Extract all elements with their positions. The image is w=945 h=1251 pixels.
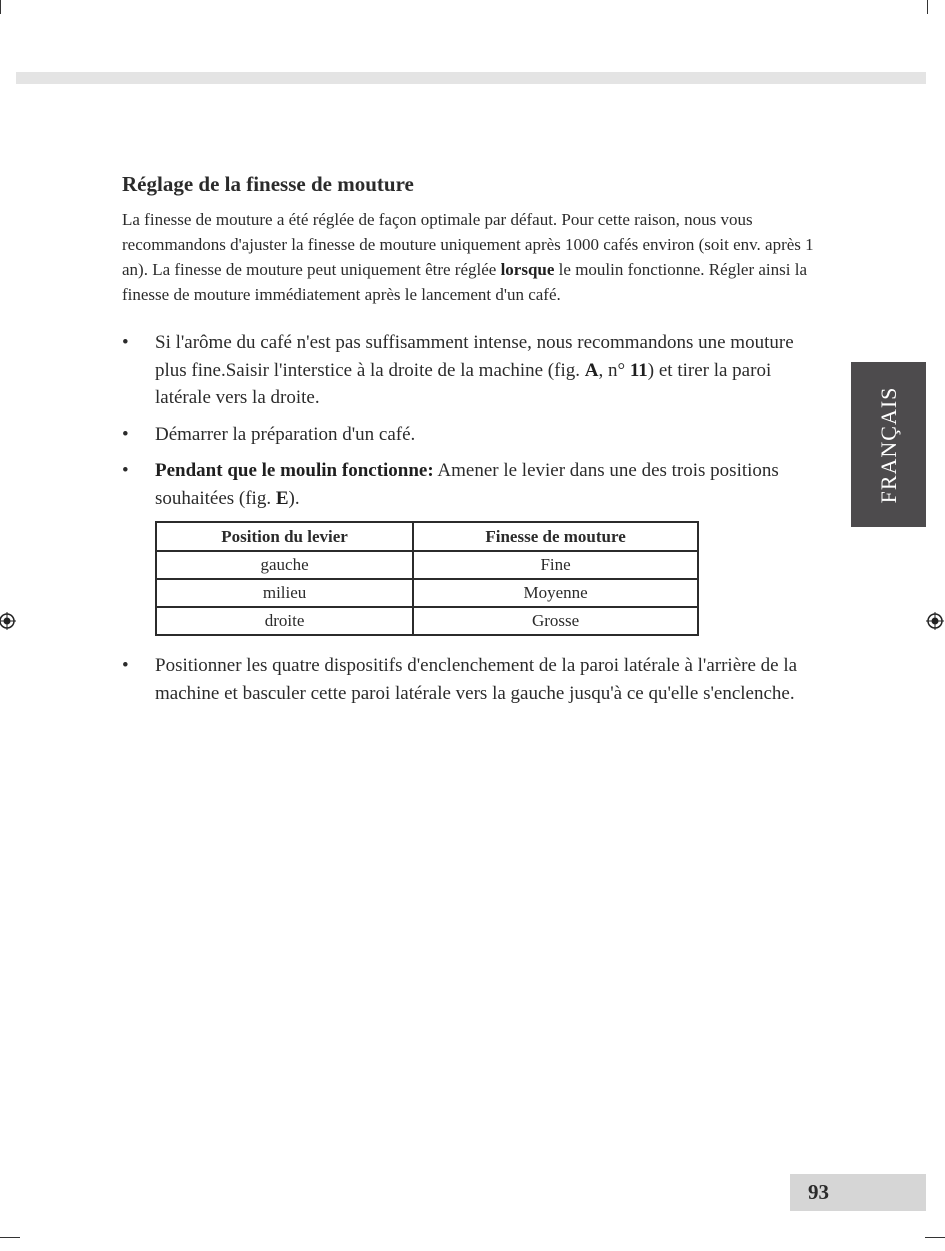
registration-mark-right-icon: [926, 612, 944, 630]
language-tab: [851, 362, 926, 527]
table-cell-fineness: Fine: [413, 551, 698, 579]
registration-mark-left-icon: [0, 612, 16, 630]
crop-mark-bottom-right: [925, 1237, 945, 1238]
crop-mark-bottom-left: [0, 1237, 20, 1238]
table-row: [156, 579, 698, 607]
table-cell-position: milieu: [156, 579, 413, 607]
main-content: [122, 172, 822, 716]
page-number: 93: [808, 1180, 829, 1204]
section-title: Réglage de la finesse de mouture: [122, 172, 414, 196]
bullet: •: [122, 460, 129, 481]
table-cell-fineness: Grosse: [413, 607, 698, 635]
page-number-box: [790, 1174, 926, 1211]
intro-bold-word: lorsque: [500, 260, 555, 279]
step1-part-number: 11: [629, 359, 648, 381]
table-header-row: [156, 522, 698, 551]
language-tab-label: FRANÇAIS: [875, 386, 901, 503]
step3-figure-ref: E: [275, 487, 289, 509]
step1-text-a: Si l'arôme du café n'est pas suffisamment intense, nous recommandons une mouture plus fine.Saisir l'interstice à la droite de la machine (fig.: [155, 332, 794, 381]
step-item-2: [122, 421, 822, 449]
step1-figure-ref: A: [584, 359, 599, 381]
crop-mark-top-left: [0, 0, 1, 14]
header-rule: [16, 72, 926, 84]
bullet: •: [122, 332, 129, 353]
step-item-4: [122, 652, 822, 707]
step3-text-b: ).: [288, 487, 300, 509]
bullet: •: [122, 423, 129, 445]
steps-list-continued: [122, 652, 822, 707]
table-row: [156, 607, 698, 635]
step1-text-b: , n°: [598, 359, 630, 381]
step-item-3: [122, 457, 822, 512]
grind-settings-table: [155, 521, 699, 636]
intro-text-part2: le moulin fonctionne. Régler ainsi la finesse de mouture immédiatement après le lancement d'un café.: [122, 260, 807, 304]
step3-bold-lead: Pendant que le moulin fonctionne:: [155, 460, 434, 481]
table-cell-position: droite: [156, 607, 413, 635]
step1-text-c: ) et tirer la paroi latérale vers la droite.: [155, 359, 772, 408]
step4-text: Positionner les quatre dispositifs d'enclenchement de la paroi latérale à l'arrière de la machine et basculer cette paroi latérale vers la gauche jusqu'à ce qu'elle s'enclenche.: [155, 655, 798, 704]
step3-text-a: Amener le levier dans une des trois positions souhaitées (fig.: [155, 460, 779, 509]
crop-mark-top-right: [927, 0, 928, 14]
table-header-grind-fineness: Finesse de mouture: [413, 522, 698, 551]
table-header-lever-position: Position du levier: [156, 522, 413, 551]
bullet: •: [122, 655, 129, 676]
intro-text-part1: La finesse de mouture a été réglée de façon optimale par défaut. Pour cette raison, nous vous recommandons d'ajuster la finesse de mouture uniquement après 1000 cafés environ (soit env. après 1 an). La finesse de mouture peut uniquement être réglée: [122, 210, 814, 279]
steps-list: [122, 329, 822, 512]
step2-text: Démarrer la préparation d'un café.: [155, 423, 416, 445]
table-cell-fineness: Moyenne: [413, 579, 698, 607]
step-item-1: [122, 329, 822, 412]
table-cell-position: gauche: [156, 551, 413, 579]
table-row: [156, 551, 698, 579]
intro-paragraph: [122, 207, 822, 307]
